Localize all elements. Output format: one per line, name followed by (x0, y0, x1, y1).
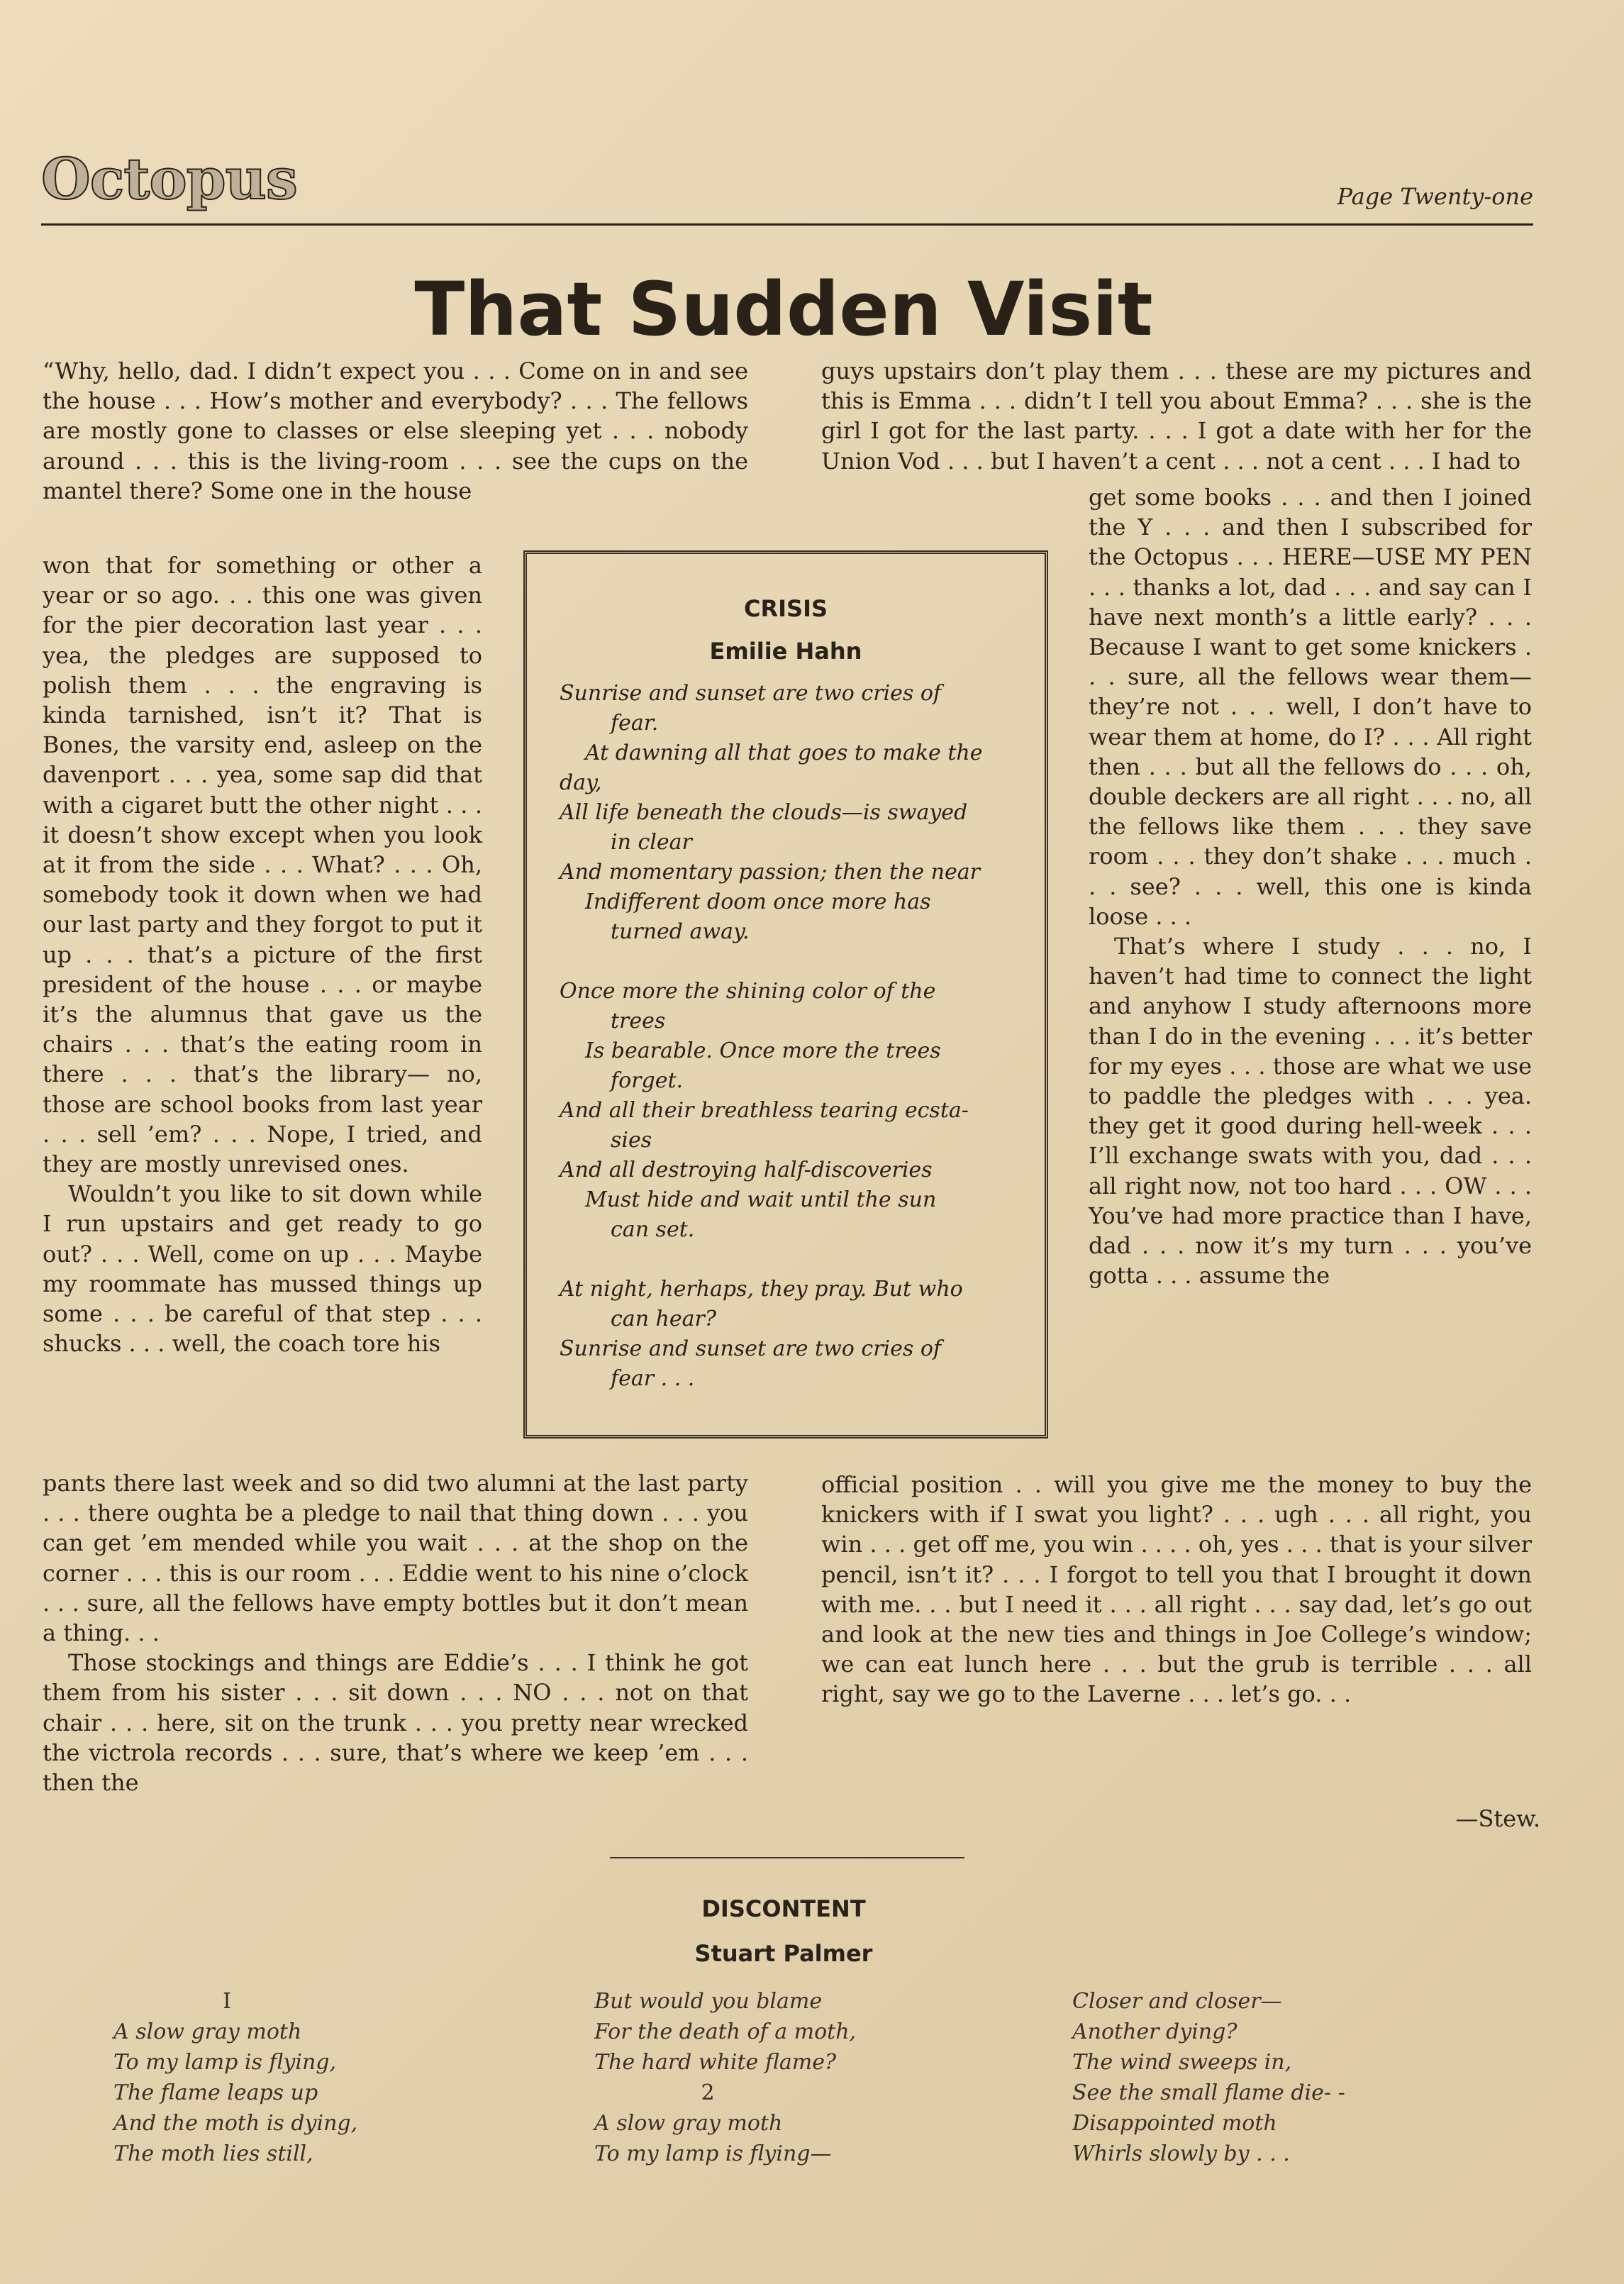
poem-line: Disappointed moth (1072, 2111, 1277, 2136)
poem-line: forget. (611, 1068, 684, 1093)
poem-line: in clear (611, 830, 692, 855)
poem-line: But would you blame (594, 1989, 823, 2014)
masthead-logo: Octopus (41, 145, 297, 212)
poem-line: All life beneath the clouds—is swayed (560, 800, 968, 825)
article-title: That Sudden Visit (414, 266, 1153, 353)
poem-line: can hear? (611, 1307, 716, 1331)
article-right-top (821, 356, 1532, 476)
crisis-poem-box (523, 550, 1048, 1438)
article-left-narrow (43, 550, 482, 1358)
article-right-bottom (821, 1470, 1532, 1709)
poem-line: fear . . . (611, 1366, 695, 1391)
discontent-column-3 (1072, 1986, 1384, 2169)
poem-line: can set. (611, 1217, 695, 1242)
header-rule (41, 223, 1533, 226)
poem-line: And all their breathless tearing ecsta- (560, 1098, 969, 1123)
paragraph: pants there last week and so did two alumni at the last party . . . there oughta be a pledge to nail that thing down . . . you can get ’em mended while you wait . . . at the shop on the corner . . . this is our room . . . Eddie went to his nine o’clock . . . sure, all the fellows have empty bottles but it don’t mean a thing. . . (43, 1470, 748, 1647)
poem-line: day, (560, 770, 602, 795)
poem-line: For the death of a moth, (594, 2019, 857, 2044)
discontent-author: Stuart Palmer (694, 1940, 873, 1967)
poem-line: To my lamp is flying— (594, 2141, 832, 2166)
poem-title: CRISIS (743, 595, 828, 622)
poem-line: Sunrise and sunset are two cries of (560, 681, 941, 706)
poem-line: trees (611, 1009, 666, 1033)
poem-body (560, 679, 1025, 1394)
poem-line: The flame leaps up (113, 2080, 318, 2105)
poem-line: A slow gray moth (113, 2019, 302, 2044)
paragraph: Wouldn’t you like to sit down while I run upstairs and get ready to go out? . . . Well, come on up . . . Maybe my roommate has mussed things up some . . . be careful of that step . . . shucks . . . well, the coach tore his (43, 1180, 482, 1358)
poem-line: And momentary passion; then the near (560, 860, 980, 885)
poem-line: To my lamp is flying, (113, 2050, 337, 2075)
poem-line: Indifferent doom once more has (585, 889, 931, 914)
poem-line: At dawning all that goes to make the (585, 741, 983, 765)
poem-line: The hard white flame? (594, 2050, 837, 2075)
poem-line: See the small flame die- - (1072, 2080, 1345, 2105)
paragraph: guys upstairs don’t play them . . . these are my pictures and this is Emma . . . didn’t I tell you about Emma? . . . she is the girl I got for the last party. . . . I got a date with her for the Union Vod . . . but I haven’t a cent . . . not a cent . . . I had to (821, 357, 1532, 475)
stanza-gap (560, 1245, 1025, 1275)
poem-line: Is bearable. Once more the trees (585, 1038, 941, 1063)
paragraph: won that for something or other a year or so ago. . . this one was given for the pier decoration last year . . . yea, the pledges are supposed to polish them . . . the engraving is kinda tarnished, isn’t it? That is Bones, the varsity end, asleep on the davenport . . . yea, some sap did that with a cigaret butt the other night . . . it doesn’t show except when you look at it from the side . . . What? . . . Oh, somebody took it down when we had our last party and they forgot to put it up . . . that’s a picture of the first president of the house . . . or maybe it’s the alumnus that gave us the chairs . . . that’s the eating room in there . . . that’s the library— no, those are school books from last year . . . sell ’em? . . . Nope, I tried, and they are mostly unrevised ones. (43, 552, 482, 1178)
poem-author: Emilie Hahn (709, 638, 862, 665)
poem-line: A slow gray moth (594, 2111, 783, 2136)
poem-line: fear. (611, 711, 659, 736)
discontent-column-2 (594, 1986, 892, 2169)
poem-line: Once more the shining color of the (560, 979, 936, 1004)
stanza-gap (560, 947, 1025, 977)
poem-line: And all destroying half-discoveries (560, 1158, 933, 1182)
poem-line: At night, herhaps, they pray. But who (560, 1277, 963, 1302)
poem-line: turned away. (611, 919, 750, 944)
article-signature: —Stew. (1455, 1805, 1540, 1832)
poem-line: The moth lies still, (113, 2141, 313, 2166)
paragraph: Those stockings and things are Eddie’s . . . I think he got them from his sister . . . sit down . . . NO . . . not on that chair . . . here, sit on the trunk . . . you pretty near wrecked the victrola records . . . sure, that’s where we keep ’em . . . then the (43, 1649, 748, 1797)
paragraph: That’s where I study . . . no, I haven’t had time to connect the light and anyhow I study afternoons more than I do in the evening . . . it’s better for my eyes . . . those are what we use to paddle the pledges with . . . yea. they get it good during hell-week . . . I’ll exchange swats with you, dad . . . all right now, not too hard . . . OW . . . You’ve had more practice than I have, dad . . . now it’s my turn . . . you’ve gotta . . . assume the (1089, 933, 1532, 1290)
poem-line: sies (611, 1128, 652, 1153)
stanza-number: 2 (701, 2080, 715, 2105)
poem-line: Whirls slowly by . . . (1072, 2141, 1290, 2166)
discontent-column-1 (113, 1986, 411, 2169)
poem-line: The wind sweeps in, (1072, 2050, 1292, 2075)
paragraph: “Why, hello, dad. I didn’t expect you . . . Come on in and see the house . . . How’s mother and everybody? . . . The fellows are mostly gone to classes or else sleeping yet . . . nobody around . . . this is the living-room . . . see the cups on the mantel there? Some one in the house (43, 357, 748, 504)
article-left-bottom (43, 1468, 748, 1797)
paragraph: get some books . . . and then I joined the Y . . . and then I subscribed for the Octopus . . . HERE—USE MY PEN . . . thanks a lot, dad . . . and say can I have next month’s a little early? . . . Because I want to get some knickers . . . sure, all the fellows wear them—they’re not . . . well, I don’t have to wear them at home, do I? . . . All right then . . . but all the fellows do . . . oh, double deckers are all right . . . no, all the fellows like them . . . they save room . . . they don’t shake . . . much . . . see? . . . well, this one is kinda loose . . . (1089, 484, 1532, 930)
poem-line: Must hide and wait until the sun (585, 1187, 937, 1212)
discontent-title: DISCONTENT (701, 1895, 866, 1922)
poem-line: Sunrise and sunset are two cries of (560, 1336, 941, 1361)
article-left-top (43, 356, 748, 506)
poem-line: And the moth is dying, (113, 2111, 358, 2136)
stanza-number: I (223, 1989, 231, 2014)
section-divider (610, 1857, 964, 1858)
article-right-narrow (1089, 482, 1532, 1290)
poem-line: Another dying? (1072, 2019, 1238, 2044)
paragraph: official position . . will you give me the money to buy the knickers with if I swat you light? . . . ugh . . . all right, you win . . . get off me, you win . . . . oh, yes . . . that is your silver pencil, isn’t it? . . . I forgot to tell you that I brought it down with me. . . but I need it . . . all right . . . say dad, let’s go out and look at the new ties and things in Joe College’s window; we can eat lunch here . . . but the grub is terrible . . . all right, say we go to the Laverne . . . let’s go. . . (821, 1471, 1532, 1708)
poem-line: Closer and closer— (1072, 1989, 1282, 2014)
page-number: Page Twenty-one (1337, 183, 1533, 210)
